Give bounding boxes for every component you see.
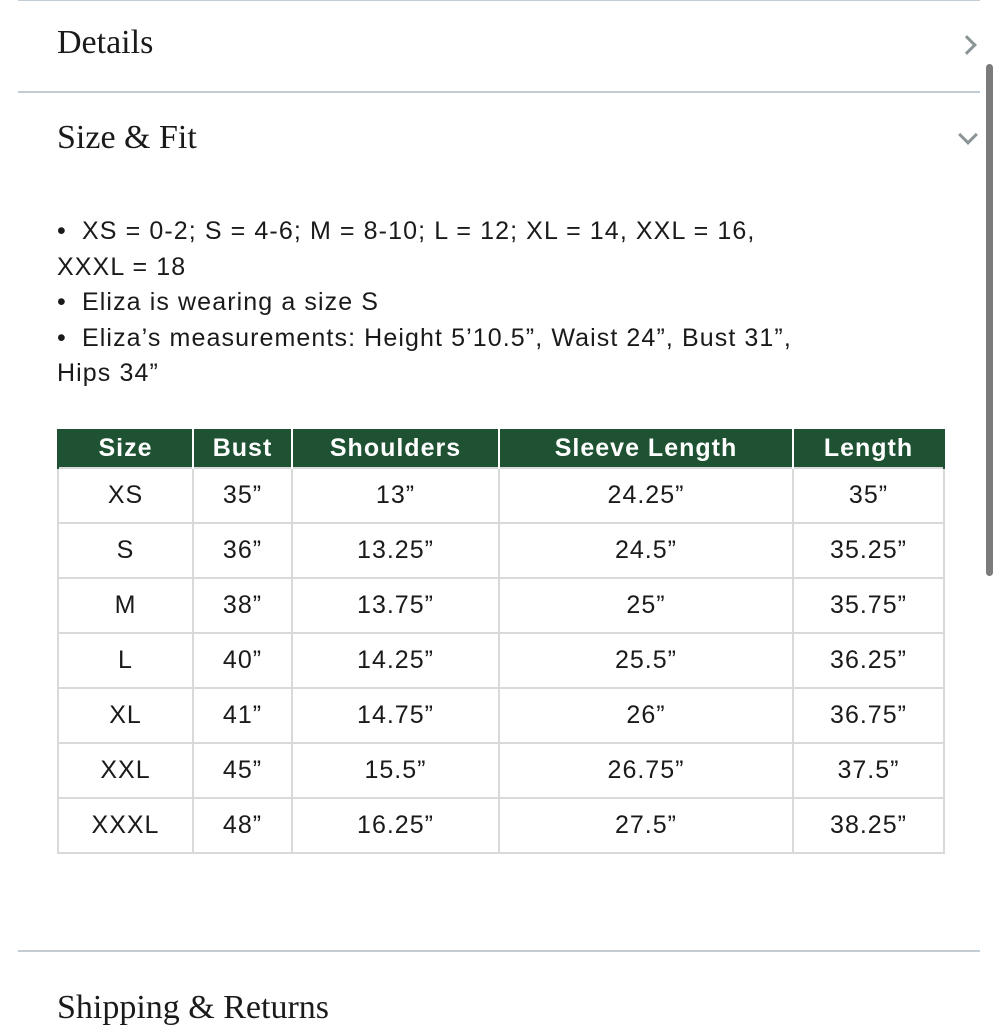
details-divider xyxy=(18,91,980,93)
table-cell: 35” xyxy=(193,468,292,523)
table-row xyxy=(58,688,944,743)
table-cell: 24.5” xyxy=(499,523,793,578)
table-cell: 14.75” xyxy=(292,688,499,743)
bullet-line xyxy=(57,250,957,286)
table-row xyxy=(58,743,944,798)
table-cell: 14.25” xyxy=(292,633,499,688)
table-cell: 27.5” xyxy=(499,798,793,853)
column-header-length: Length xyxy=(793,429,944,468)
table-cell: 38” xyxy=(193,578,292,633)
shipping-returns-title: Shipping & Returns xyxy=(57,989,330,1026)
table-cell: L xyxy=(58,633,193,688)
table-cell: 40” xyxy=(193,633,292,688)
table-row xyxy=(58,633,944,688)
table-cell: 16.25” xyxy=(292,798,499,853)
table-cell: 24.25” xyxy=(499,468,793,523)
table-cell: 48” xyxy=(193,798,292,853)
size-fit-title: Size & Fit xyxy=(57,119,197,156)
table-cell: 13” xyxy=(292,468,499,523)
table-row xyxy=(58,578,944,633)
size-fit-accordion-header[interactable] xyxy=(57,119,197,157)
table-cell: S xyxy=(58,523,193,578)
bullet-text: Eliza is wearing a size S xyxy=(82,288,380,316)
table-cell: 35.25” xyxy=(793,523,944,578)
table-cell: XXL xyxy=(58,743,193,798)
table-cell: XL xyxy=(58,688,193,743)
table-cell: 41” xyxy=(193,688,292,743)
bullet-line xyxy=(57,285,957,321)
bullet-line xyxy=(57,214,957,250)
table-row xyxy=(58,798,944,853)
bullet-line xyxy=(57,321,957,357)
table-header-row xyxy=(58,429,944,468)
table-cell: 13.75” xyxy=(292,578,499,633)
bullet-dot: • xyxy=(57,217,67,245)
scrollbar-thumb[interactable] xyxy=(986,64,993,576)
table-cell: 45” xyxy=(193,743,292,798)
column-header-sleeve-length: Sleeve Length xyxy=(499,429,793,468)
size-chart-table xyxy=(57,429,945,854)
table-cell: M xyxy=(58,578,193,633)
bullet-text: Eliza’s measurements: Height 5’10.5”, Waist 24”, Bust 31”, xyxy=(82,323,792,352)
table-cell: 37.5” xyxy=(793,743,944,798)
table-cell: 15.5” xyxy=(292,743,499,798)
table-cell: 13.25” xyxy=(292,523,499,578)
table-row xyxy=(58,468,944,523)
bullet-line xyxy=(57,356,957,392)
column-header-size: Size xyxy=(58,429,193,468)
details-accordion-header[interactable] xyxy=(57,24,153,62)
shipping-returns-accordion-header[interactable] xyxy=(57,988,657,1026)
bullet-dot: • xyxy=(57,288,67,316)
table-cell: 36” xyxy=(193,523,292,578)
table-cell: 35” xyxy=(793,468,944,523)
bullet-text: Hips 34” xyxy=(57,359,159,387)
table-cell: 25” xyxy=(499,578,793,633)
table-cell: 26” xyxy=(499,688,793,743)
column-header-bust: Bust xyxy=(193,429,292,468)
table-cell: 35.75” xyxy=(793,578,944,633)
table-cell: 36.75” xyxy=(793,688,944,743)
table-cell: 25.5” xyxy=(499,633,793,688)
table-cell: 38.25” xyxy=(793,798,944,853)
column-header-shoulders: Shoulders xyxy=(292,429,499,468)
details-title: Details xyxy=(57,24,154,61)
table-cell: 26.75” xyxy=(499,743,793,798)
bullet-text: XXXL = 18 xyxy=(57,252,187,281)
chevron-right-icon[interactable] xyxy=(957,35,977,55)
bullet-text: XS = 0-2; S = 4-6; M = 8-10; L = 12; XL = 14, XXL = 16, xyxy=(82,217,756,245)
table-cell: 36.25” xyxy=(793,633,944,688)
size-fit-bullet-list xyxy=(57,214,957,392)
table-row xyxy=(58,523,944,578)
chevron-down-icon[interactable] xyxy=(958,125,978,145)
table-cell: XXXL xyxy=(58,798,193,853)
bullet-dot: • xyxy=(57,323,67,352)
size-fit-divider xyxy=(18,950,980,952)
table-cell: XS xyxy=(58,468,193,523)
top-divider xyxy=(18,0,980,1)
